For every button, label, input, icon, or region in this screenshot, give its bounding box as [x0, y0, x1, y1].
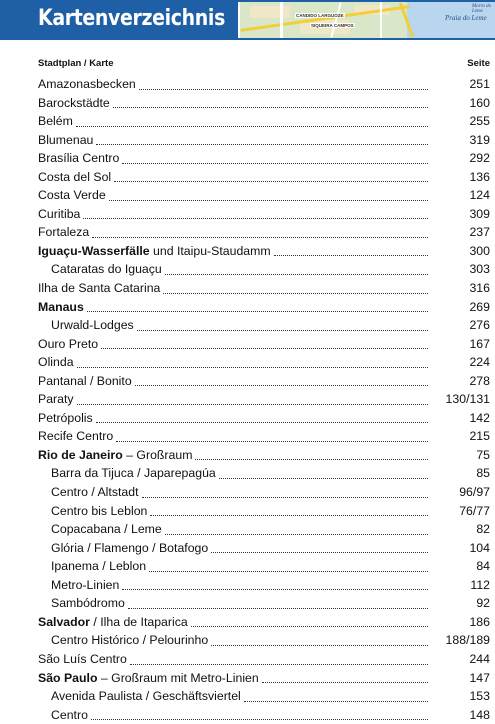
index-entry: [38, 316, 490, 335]
entry-label-text: Sambódromo: [51, 596, 125, 611]
index-entry: [38, 186, 490, 205]
index-entry: [38, 335, 490, 354]
entry-label-text: Centro Histórico / Pelourinho: [51, 633, 209, 648]
entry-label-text: Brasília Centro: [38, 151, 120, 166]
entry-label: [38, 687, 243, 706]
entry-page-number: 237: [469, 225, 490, 240]
entry-label-text: Ouro Preto: [38, 336, 99, 351]
entry-label-text: Belém: [38, 114, 73, 129]
entry-page-number: 292: [469, 151, 490, 166]
dot-leader: [211, 645, 428, 646]
entry-label: [38, 112, 75, 131]
entry-page-number: 96/97: [459, 485, 490, 500]
entry-page-number: 244: [469, 651, 490, 666]
entry-label: [38, 335, 100, 354]
index-entry: [38, 372, 490, 391]
index-entry: [38, 502, 490, 521]
entry-label-text: / Ilha de Itaparica: [89, 614, 188, 629]
entry-label-text: Urwald-Lodges: [51, 318, 134, 333]
entry-page-number: 112: [470, 577, 490, 592]
index-entry: [38, 687, 490, 706]
entry-label-text: Petrópolis: [38, 410, 93, 425]
entry-page-number: 188/189: [445, 633, 490, 648]
dot-leader: [219, 478, 428, 479]
map-place-label: Morro do Leme: [472, 4, 492, 14]
entry-label-text: und Itaipu-Staudamm: [149, 243, 271, 258]
entry-page-number: 215: [469, 429, 490, 444]
index-entry: [38, 223, 490, 242]
entry-label: [38, 186, 108, 205]
entry-label: [38, 446, 194, 465]
entry-page-number: 85: [476, 466, 490, 481]
entry-page-number: 186: [469, 614, 490, 629]
entry-label-text: Costa del Sol: [38, 169, 112, 184]
dot-leader: [83, 218, 428, 219]
entry-page-number: 316: [469, 281, 490, 296]
entry-page-number: 319: [469, 132, 490, 147]
entry-label: [38, 669, 261, 688]
dot-leader: [130, 664, 428, 665]
index-entry: [38, 353, 490, 372]
dot-leader: [122, 589, 428, 590]
entry-label-text: Cataratas do Iguaçu: [51, 262, 162, 277]
entry-label-text: Avenida Paulista / Geschäftsviertel: [51, 689, 241, 704]
entry-label-bold: Salvador: [38, 614, 90, 629]
index-entry: [38, 594, 490, 613]
dot-leader: [142, 497, 429, 498]
dot-leader: [139, 89, 428, 90]
entry-page-number: 309: [469, 206, 490, 221]
entry-page-number: 76/77: [459, 503, 490, 518]
entry-label: [38, 631, 210, 650]
entry-page-number: 84: [476, 559, 490, 574]
entry-label-text: Metro-Linien: [51, 577, 120, 592]
entry-label-text: – Großraum mit Metro-Linien: [97, 670, 259, 685]
entry-label: [38, 279, 162, 298]
entry-page-number: 136: [469, 169, 490, 184]
entry-page-number: 269: [469, 299, 490, 314]
entry-label: [38, 539, 210, 558]
entry-label-text: Copacabana / Leme: [51, 522, 162, 537]
index-entry: [38, 409, 490, 428]
index-entry: [38, 260, 490, 279]
dot-leader: [77, 367, 428, 368]
index-entry: [38, 75, 490, 94]
map-block: [250, 6, 290, 18]
entry-label-bold: Rio de Janeiro: [38, 447, 123, 462]
entry-page-number: 142: [469, 410, 490, 425]
entry-page-number: 255: [469, 114, 490, 129]
dot-leader: [87, 311, 428, 312]
entry-page-number: 224: [469, 355, 490, 370]
entry-label-text: Paraty: [38, 392, 74, 407]
entry-page-number: 160: [469, 95, 490, 110]
entry-page-number: 251: [469, 77, 490, 91]
index-entry: [38, 483, 490, 502]
entry-label: [38, 390, 76, 409]
entry-label: [38, 298, 86, 317]
entry-page-number: 278: [469, 373, 490, 388]
dot-leader: [76, 126, 428, 127]
dot-leader: [244, 701, 428, 702]
map-thumbnail: [238, 2, 495, 38]
dot-leader: [150, 515, 428, 516]
dot-leader: [109, 200, 428, 201]
dot-leader: [122, 163, 428, 164]
dot-leader: [149, 571, 428, 572]
entry-label: [38, 205, 82, 224]
dot-leader: [191, 626, 428, 627]
entry-label-text: Centro / Altstadt: [51, 485, 139, 500]
entry-label-bold: São Paulo: [38, 670, 98, 685]
entry-label-text: Barockstädte: [38, 95, 110, 110]
dot-leader: [163, 293, 428, 294]
map-index-list: [38, 75, 490, 724]
entry-page-number: 303: [469, 262, 490, 277]
index-entry: [38, 631, 490, 650]
entry-page-number: 82: [476, 522, 490, 537]
index-entry: [38, 520, 490, 539]
index-entry: [38, 205, 490, 224]
entry-page-number: 148: [469, 707, 490, 722]
entry-label: [38, 353, 76, 372]
entry-label: [38, 372, 134, 391]
dot-leader: [128, 608, 428, 609]
dot-leader: [116, 441, 428, 442]
dot-leader: [165, 534, 428, 535]
entry-label-text: Amazonasbecken: [38, 77, 136, 91]
page-title: Kartenverzeichnis: [38, 6, 225, 31]
entry-label: [38, 242, 273, 261]
entry-page-number: 153: [469, 689, 490, 704]
index-entry: [38, 168, 490, 187]
entry-label: [38, 613, 190, 632]
entry-label: [38, 168, 113, 187]
entry-label-text: Fortaleza: [38, 225, 90, 240]
dot-leader: [77, 404, 428, 405]
dot-leader: [96, 422, 428, 423]
entry-label-text: Pantanal / Bonito: [38, 373, 132, 388]
dot-leader: [165, 274, 428, 275]
entry-label: [38, 650, 129, 669]
entry-page-number: 300: [469, 243, 490, 258]
dot-leader: [274, 255, 428, 256]
entry-page-number: 276: [469, 318, 490, 333]
entry-label: [38, 576, 121, 595]
entry-page-number: 92: [476, 596, 490, 611]
index-entry: [38, 390, 490, 409]
entry-label: [38, 427, 115, 446]
entry-label: [38, 706, 90, 724]
entry-label-text: Curitiba: [38, 206, 81, 221]
index-entry: [38, 706, 490, 724]
entry-label: [38, 464, 218, 483]
entry-label: [38, 520, 164, 539]
entry-page-number: 130/131: [445, 392, 490, 407]
index-entry: [38, 279, 490, 298]
entry-label: [38, 149, 121, 168]
entry-label: [38, 131, 95, 150]
entry-label: [38, 316, 136, 335]
entry-label-text: Barra da Tijuca / Japarepagúa: [51, 466, 216, 481]
entry-label-text: Costa Verde: [38, 188, 106, 203]
entry-label: [38, 75, 138, 94]
index-entry: [38, 94, 490, 113]
dot-leader: [195, 459, 428, 460]
entry-page-number: 104: [469, 540, 490, 555]
index-entry: [38, 242, 490, 261]
dot-leader: [114, 181, 428, 182]
entry-label-text: Ilha de Santa Catarina: [38, 281, 161, 296]
entry-page-number: 167: [469, 336, 490, 351]
entry-label: [38, 94, 112, 113]
entry-label: [38, 260, 164, 279]
dot-leader: [262, 682, 428, 683]
map-road: [380, 2, 382, 38]
entry-page-number: 124: [469, 188, 490, 203]
entry-label-text: Recife Centro: [38, 429, 114, 444]
entry-label-text: Centro: [51, 707, 88, 722]
entry-label-text: – Großraum: [122, 447, 193, 462]
entry-label: [38, 409, 95, 428]
map-place-label: Praia do Leme: [445, 14, 487, 22]
entry-label-text: Olinda: [38, 355, 74, 370]
entry-label-text: Glória / Flamengo / Botafogo: [51, 540, 209, 555]
entry-label-text: Ipanema / Leblon: [51, 559, 147, 574]
index-entry: [38, 557, 490, 576]
map-road: [280, 2, 283, 38]
map-street-label: SIQUEIRA CAMPOS: [311, 23, 354, 28]
index-entry: [38, 464, 490, 483]
dot-leader: [92, 237, 428, 238]
entry-label: [38, 594, 127, 613]
index-entry: [38, 539, 490, 558]
index-entry: [38, 131, 490, 150]
header-banner: [0, 0, 495, 40]
index-entry: [38, 650, 490, 669]
dot-leader: [96, 144, 428, 145]
column-header-page: Seite: [467, 58, 490, 69]
column-header-map: Stadtplan / Karte: [38, 58, 114, 69]
entry-label: [38, 223, 91, 242]
dot-leader: [137, 330, 428, 331]
index-entry: [38, 149, 490, 168]
index-entry: [38, 669, 490, 688]
entry-label: [38, 557, 148, 576]
entry-label-text: Centro bis Leblon: [51, 503, 148, 518]
index-entry: [38, 613, 490, 632]
entry-label-bold: Manaus: [38, 299, 84, 314]
dot-leader: [101, 348, 428, 349]
dot-leader: [211, 552, 428, 553]
index-entry: [38, 112, 490, 131]
index-entry: [38, 427, 490, 446]
dot-leader: [113, 107, 428, 108]
index-entry: [38, 446, 490, 465]
entry-label: [38, 502, 149, 521]
dot-leader: [135, 385, 428, 386]
entry-label-bold: Iguaçu-Wasserfälle: [38, 243, 150, 258]
entry-page-number: 75: [476, 447, 490, 462]
map-street-label: CANDIDO LARGUOZE: [296, 13, 344, 18]
entry-label-text: São Luís Centro: [38, 651, 127, 666]
entry-label: [38, 483, 141, 502]
entry-page-number: 147: [469, 670, 490, 685]
entry-label-text: Blumenau: [38, 132, 94, 147]
index-entry: [38, 298, 490, 317]
index-entry: [38, 576, 490, 595]
